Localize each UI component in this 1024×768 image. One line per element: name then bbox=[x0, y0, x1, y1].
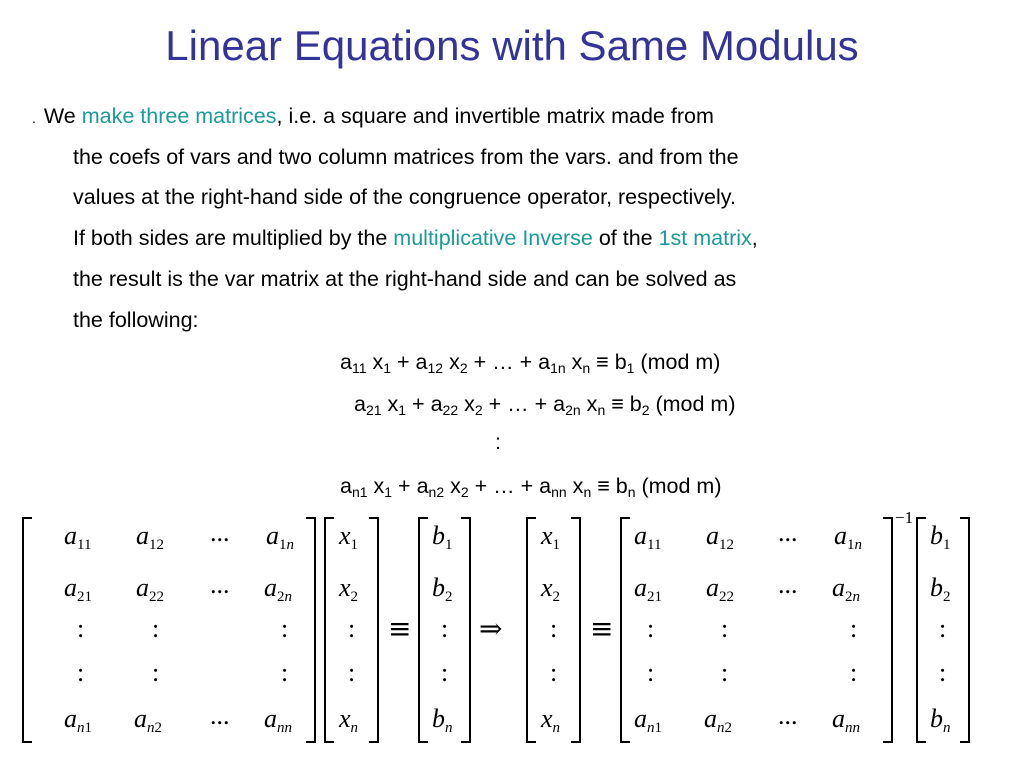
matrix-a-colon: : bbox=[152, 614, 160, 643]
matrix-x-left-bracket bbox=[324, 517, 334, 743]
matrix-a-cell: $a_{n1}$ bbox=[64, 704, 92, 736]
equation-1: $a_{11}$ $x_1 + a_{12}$ $x_2$ + … + $a_{1n}$ $x_n \equiv b_1$ (mod m) bbox=[340, 350, 721, 376]
matrix-a-inv-cell: $a_{2n}$ bbox=[832, 573, 860, 605]
matrix-a-cell: $a_{nn}$ bbox=[264, 704, 292, 736]
highlight-make-three-matrices: make three matrices bbox=[81, 104, 277, 128]
matrix-a-inv-cell: $a_{n1}$ bbox=[634, 704, 662, 736]
matrix-a-inv-cell: $a_{12}$ bbox=[706, 521, 734, 553]
matrix-b-result-colon: : bbox=[939, 658, 947, 687]
matrix-x-right-bracket bbox=[369, 517, 379, 743]
matrix-x-result-left-bracket bbox=[526, 517, 536, 743]
matrix-a-colon: : bbox=[281, 658, 289, 687]
matrix-a-inv-colon: : bbox=[647, 658, 655, 687]
matrix-a-inv-left-bracket bbox=[620, 517, 630, 743]
congruence-symbol-2: ≡ bbox=[590, 612, 614, 645]
matrix-b-result-left-bracket bbox=[916, 517, 926, 743]
matrix-a-inv-cell: $a_{11}$ bbox=[634, 521, 662, 553]
matrix-a-inv-colon: : bbox=[647, 614, 655, 643]
matrix-a-inv-ellipsis: ... bbox=[778, 701, 798, 730]
matrix-a-inv-cell: $a_{1n}$ bbox=[834, 521, 862, 553]
slide-title: Linear Equations with Same Modulus bbox=[165, 22, 859, 69]
paragraph-line-1: . We make three matrices, i.e. a square and invertible matrix made from bbox=[32, 104, 714, 128]
paragraph-line-2: the coefs of vars and two column matrices from the vars. and from the bbox=[73, 145, 739, 169]
matrix-a-inv-cell: $a_{21}$ bbox=[634, 573, 662, 605]
matrix-x-cell: $x_2$ bbox=[339, 573, 359, 605]
matrix-x-result-cell: $x_n$ bbox=[541, 704, 561, 736]
matrix-a-inv-colon: : bbox=[850, 614, 858, 643]
equation-n: $a_{n1}$ $x_1 + a_{n2}$ $x_2$ + … + $a_{nn}$ $x_n \equiv b_n$ (mod m) bbox=[340, 474, 722, 500]
paragraph-line-3: values at the right-hand side of the congruence operator, respectively. bbox=[73, 185, 736, 209]
matrix-a-cell: $a_{2n}$ bbox=[264, 573, 292, 605]
matrix-a-ellipsis: ... bbox=[210, 518, 230, 547]
matrix-b-result-cell: $b_2$ bbox=[930, 573, 951, 605]
equation-2: $a_{21}$ $x_1 + a_{22}$ $x_2$ + … + $a_{2n}$ $x_n \equiv b_2$ (mod m) bbox=[354, 392, 736, 418]
matrix-a-inv-colon: : bbox=[721, 658, 729, 687]
bullet: . bbox=[32, 110, 36, 126]
matrix-a-inv-cell: $a_{22}$ bbox=[706, 573, 734, 605]
matrix-x-colon: : bbox=[348, 658, 356, 687]
matrix-a-inv-colon: : bbox=[721, 614, 729, 643]
matrix-b-right-bracket bbox=[461, 517, 471, 743]
highlight-1st-matrix: 1st matrix bbox=[658, 226, 752, 250]
matrix-b-cell: $b_2$ bbox=[432, 573, 453, 605]
matrix-a-colon: : bbox=[152, 658, 160, 687]
matrix-a-inv-right-bracket bbox=[883, 517, 893, 743]
matrix-a-ellipsis: ... bbox=[210, 570, 230, 599]
equation-dots: : bbox=[495, 430, 501, 454]
congruence-symbol: ≡ bbox=[388, 612, 412, 645]
matrix-b-left-bracket bbox=[418, 517, 428, 743]
matrix-b-cell: $b_n$ bbox=[432, 704, 453, 736]
matrix-a-inv-colon: : bbox=[850, 658, 858, 687]
matrix-b-colon: : bbox=[441, 658, 449, 687]
matrix-a-right-bracket bbox=[306, 517, 316, 743]
matrix-x-cell: $x_1$ bbox=[339, 521, 359, 553]
matrix-a-inv-cell: $a_{n2}$ bbox=[704, 704, 732, 736]
matrix-a-cell: $a_{n2}$ bbox=[134, 704, 162, 736]
inverse-exponent: −1 bbox=[895, 508, 914, 527]
matrix-a-inv-cell: $a_{nn}$ bbox=[832, 704, 860, 736]
matrix-a-left-bracket bbox=[22, 517, 32, 743]
matrix-a-cell: $a_{1n}$ bbox=[266, 521, 294, 553]
matrix-a-inv-ellipsis: ... bbox=[778, 518, 798, 547]
matrix-a-cell: $a_{21}$ bbox=[64, 573, 92, 605]
matrix-x-cell: $x_n$ bbox=[339, 704, 359, 736]
matrix-b-cell: $b_1$ bbox=[432, 521, 453, 553]
matrix-x-result-cell: $x_2$ bbox=[541, 573, 561, 605]
matrix-b-result-right-bracket bbox=[960, 517, 970, 743]
matrix-a-colon: : bbox=[281, 614, 289, 643]
matrix-b-result-cell: $b_n$ bbox=[930, 704, 951, 736]
matrix-b-result-cell: $b_1$ bbox=[930, 521, 951, 553]
highlight-multiplicative-inverse: multiplicative Inverse bbox=[393, 226, 593, 250]
paragraph-line-4: If both sides are multiplied by the multiplicative Inverse of the 1st matrix, bbox=[73, 226, 758, 250]
matrix-a-ellipsis: ... bbox=[210, 701, 230, 730]
matrix-a-cell: $a_{12}$ bbox=[136, 521, 164, 553]
matrix-a-colon: : bbox=[77, 614, 85, 643]
matrix-a-inv-ellipsis: ... bbox=[778, 570, 798, 599]
paragraph-line-5: the result is the var matrix at the right-hand side and can be solved as bbox=[73, 267, 737, 291]
implies-arrow: ⇒ bbox=[479, 612, 503, 645]
matrix-x-result-colon: : bbox=[550, 614, 558, 643]
matrix-x-result-right-bracket bbox=[571, 517, 581, 743]
matrix-b-colon: : bbox=[441, 614, 449, 643]
paragraph-line-6: the following: bbox=[73, 308, 199, 332]
matrix-x-result-colon: : bbox=[550, 658, 558, 687]
matrix-a-cell: $a_{11}$ bbox=[64, 521, 92, 553]
matrix-x-result-cell: $x_1$ bbox=[541, 521, 561, 553]
matrix-b-result-colon: : bbox=[939, 614, 947, 643]
matrix-x-colon: : bbox=[348, 614, 356, 643]
matrix-a-colon: : bbox=[77, 658, 85, 687]
matrix-a-cell: $a_{22}$ bbox=[136, 573, 164, 605]
